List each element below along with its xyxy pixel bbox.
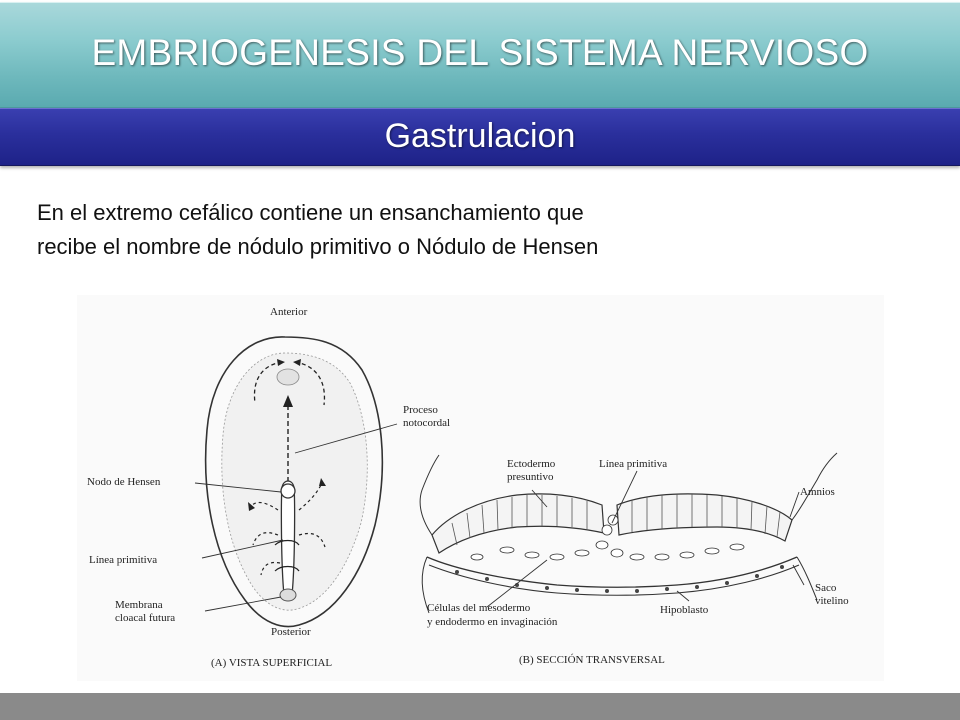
label-amnios: Amnios — [800, 486, 835, 498]
body-text — [37, 196, 937, 264]
label-anterior: Anterior — [270, 306, 308, 318]
hypoblast-layer — [427, 557, 797, 587]
epiblast-layer-right — [617, 494, 792, 541]
label-linea-primitiva-a: Línea primitiva — [89, 554, 158, 566]
slide-subtitle: Gastrulacion — [384, 117, 576, 155]
hensen-node — [281, 484, 295, 498]
slide-title: EMBRIOGENESIS DEL SISTEMA NERVIOSO — [91, 32, 869, 73]
label-ectodermo-1: Ectodermo — [507, 458, 556, 470]
hypoblast-cells — [455, 565, 784, 593]
label-posterior: Posterior — [271, 626, 311, 638]
prechordal-plate — [277, 369, 299, 385]
caption-panel-a: (A) VISTA SUPERFICIAL — [211, 657, 333, 669]
label-ectodermo-2: presuntivo — [507, 471, 554, 483]
label-membrana-1: Membrana — [115, 599, 163, 611]
label-hipoblasto: Hipoblasto — [660, 604, 709, 616]
caption-panel-b: (B) SECCIÓN TRANSVERSAL — [519, 654, 665, 666]
embryo-diagram — [77, 295, 884, 681]
label-saco-1: Saco — [815, 582, 837, 594]
bottom-bar — [0, 693, 960, 720]
label-nodo-hensen: Nodo de Hensen — [87, 476, 161, 488]
panel-b-transverse-section — [420, 453, 849, 666]
panel-a-surface-view — [87, 306, 450, 669]
label-saco-2: vitelino — [815, 595, 849, 607]
label-celulas-1: Células del mesodermo — [427, 602, 531, 614]
label-proceso-2: notocordal — [403, 417, 451, 429]
label-celulas-2: y endodermo en invaginación — [427, 616, 558, 628]
epiblast-inner-region — [222, 353, 367, 610]
body-line-1: En el extremo cefálico contiene un ensanchamiento que — [37, 200, 584, 225]
label-membrana-2: cloacal futura — [115, 612, 176, 624]
amnion-left — [420, 455, 439, 535]
label-linea-primitiva-b: Línea primitiva — [599, 458, 668, 470]
body-line-2: recibe el nombre de nódulo primitivo o Nódulo de Hensen — [37, 234, 599, 259]
epiblast-layer-left — [432, 494, 604, 553]
cloacal-membrane — [280, 589, 296, 601]
embryo-figure — [77, 295, 884, 681]
label-proceso-1: Proceso — [403, 404, 438, 416]
